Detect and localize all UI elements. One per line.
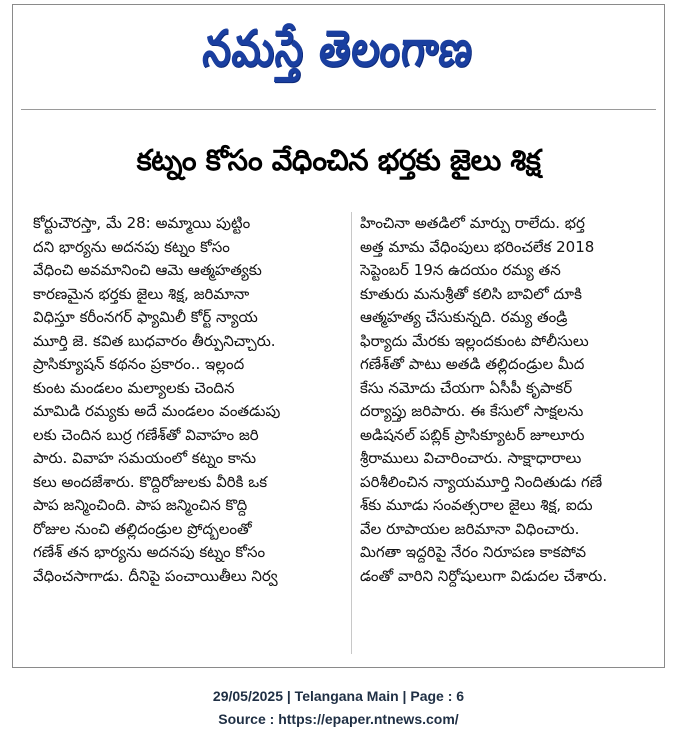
article-line: కుంట మండలం మల్యాలకు చెందిన (33, 378, 235, 397)
article-line: శ్రీరాములు విచారించారు. సాక్షాధారాలు (360, 449, 582, 467)
article-line: హించినా అతడిలో మార్పు రాలేదు. భర్త (360, 214, 585, 232)
article-line: కేసు నమోదు చేయగా ఏసీపీ కృపాకర్ (360, 378, 573, 397)
column-divider (351, 212, 352, 654)
article-line: ఫిర్యాదు మేరకు ఇల్లందకుంట పోలీసులు (360, 331, 589, 350)
masthead-divider (21, 109, 656, 110)
article-line: పాప జన్మించింది. పాప జన్మించిన కొద్ది (33, 496, 248, 514)
article-headline: కట్నం కోసం వేధించిన భర్తకు జైలు శిక్ష (136, 143, 541, 177)
clipping-frame (12, 4, 665, 668)
article-line: డంతో వారిని నిర్దోషులుగా విడుదల చేశారు. (360, 566, 608, 585)
article-line: లకు చెందిన బుర్ర గణేశ్‌తో వివాహం జరి (33, 425, 259, 444)
article-line: వేధించి అవమానించి ఆమె ఆత్మహత్యకు (33, 261, 262, 279)
article-line: దని భార్యను అదనపు కట్నం కోసం (33, 237, 230, 256)
article-line: కలు అందజేశారు. కొద్దిరోజులకు వీరికి ఒక (33, 472, 268, 491)
footer-source: Source : https://epaper.ntnews.com/ (218, 711, 459, 727)
article-line: విధిస్తూ కరీంనగర్ ఫ్యామిలీ కోర్ట్ న్యాయ (33, 308, 258, 326)
article-line: ఆత్మహత్య చేసుకున్నది. రమ్య తండ్రి (360, 308, 568, 326)
article-line: కారణమైన భర్తకు జైలు శిక్ష, జరిమానా (33, 284, 250, 303)
article-line: కోర్టుచౌరస్తా, మే 28: అమ్మాయి పుట్టిం (33, 214, 251, 232)
article-line: పారు. వివాహ సమయంలో కట్నం కాను (33, 449, 257, 467)
article-line: మిగతా ఇద్దరిపై నేరం నిరూపణ కాకపోవ (360, 543, 587, 561)
article-line: కూతురు మనుశ్రీతో కలిసి బావిలో దూకి (360, 284, 582, 303)
article-line: రోజుల నుంచి తల్లిదండ్రుల ప్రోద్బలంతో (33, 519, 252, 538)
article-line: దర్యాప్తు జరిపారు. ఈ కేసులో సాక్షలను (360, 402, 584, 420)
article-line: వేల రూపాయల జరిమానా విధించారు. (360, 519, 580, 538)
article-column-left (33, 212, 345, 588)
article-line: వేధించసాగాడు. దీనిపై పంచాయితీలు నిర్వ (33, 566, 278, 585)
article-column-right (360, 212, 658, 588)
article-line: పరిశీలించిన న్యాయమూర్తి నిందితుడు గణే (360, 472, 603, 491)
article-line: మామిడి రమ్యకు అదే మండలం వంతడుపు (33, 402, 281, 420)
article-line: గణేశ్‌తో పాటు అతడి తల్లిదండ్రుల మీద (360, 355, 585, 373)
article-line: అడిషనల్ పబ్లిక్ ప్రాసిక్యూటర్ జూలూరు (360, 425, 585, 444)
article-line: అత్త మామ వేధింపులు భరించలేక 2018 (360, 237, 595, 256)
article-line: మూర్తి జె. కవిత బుధవారం తీర్పునిచ్చారు. (33, 331, 276, 350)
article-line: ప్రాసిక్యూషన్ కథనం ప్రకారం.. ఇల్లంద (33, 355, 245, 373)
article-line: సెప్టెంబర్ 19న ఉదయం రమ్య తన (360, 261, 561, 279)
article-line: శ్‌కు మూడు సంవత్సరాల జైలు శిక్ష, ఐదు (360, 496, 593, 514)
masthead-title: నమస్తే తెలంగాణ (201, 20, 476, 78)
article-line: గణేశ్ తన భార్యను అదనపు కట్నం కోసం (33, 543, 266, 561)
masthead (13, 13, 664, 85)
footer-date-edition: 29/05/2025 | Telangana Main | Page : 6 (212, 688, 465, 704)
